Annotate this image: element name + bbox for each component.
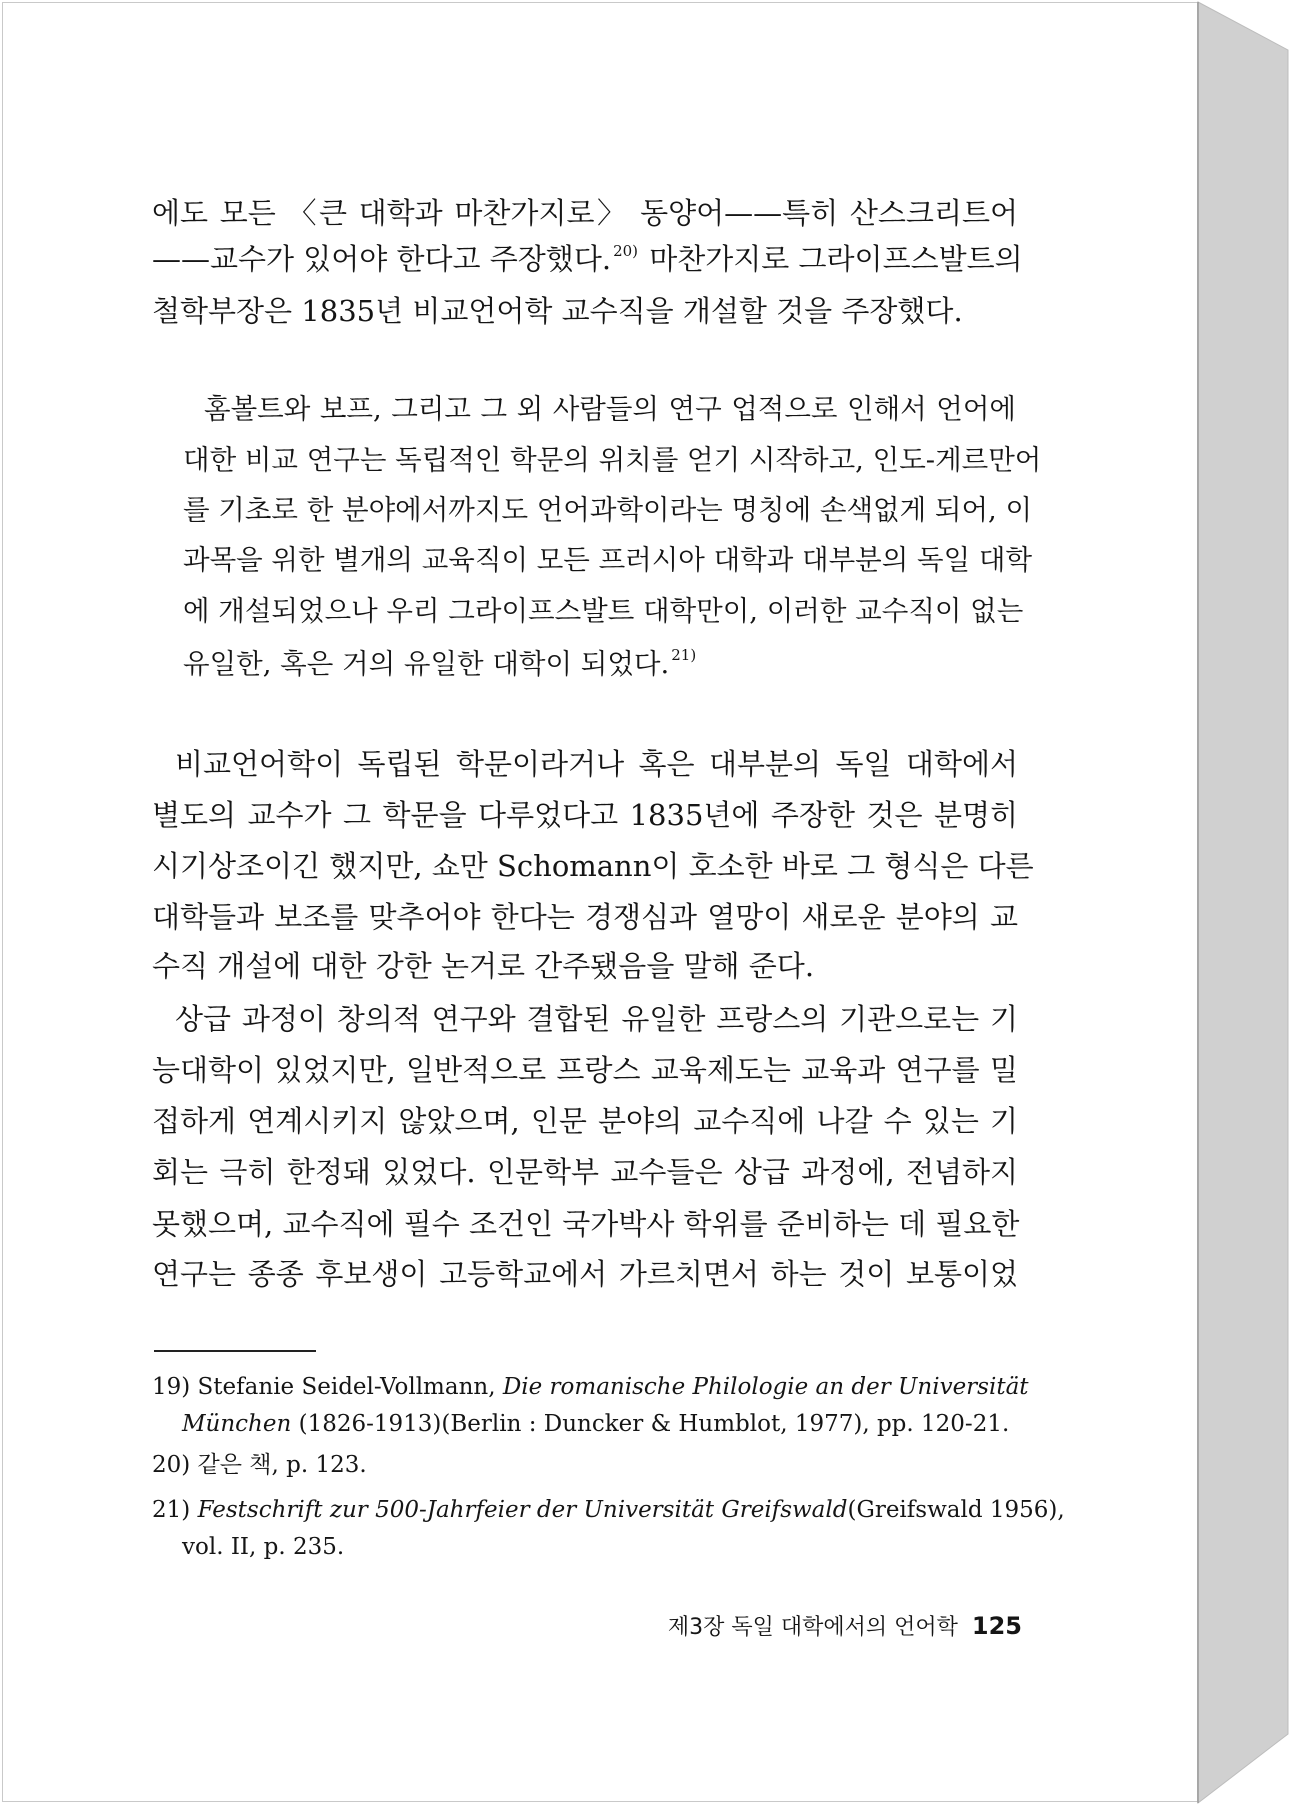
quote-line: 대한 비교 연구는 독립적인 학문의 위치를 얻기 시작하고, 인도-게르만어 (183, 444, 1042, 476)
footnote-21-cont: vol. II, p. 235. (182, 1534, 345, 1560)
text-line: 대학들과 보조를 맞추어야 한다는 경쟁심과 열망이 새로운 분야의 교 (152, 900, 1018, 934)
text-line: 못했으며, 교수직에 필수 조건인 국가박사 학위를 준비하는 데 필요한 (152, 1207, 1020, 1241)
chapter-title: 제3장 독일 대학에서의 언어학 (667, 1615, 958, 1640)
quote-line: 홈볼트와 보프, 그리고 그 외 사람들의 연구 업적으로 인해서 언어에 (204, 393, 1016, 425)
text-line: ——교수가 있어야 한다고 주장했다. $^{20)}$ 마찬가지로 그라이프스발트의 (152, 242, 1023, 276)
text-line: 별도의 교수가 그 학문을 다루었다고 1835년에 주장한 것은 분명히 (152, 798, 1018, 832)
footnote-19: 19) Stefanie Seidel-Vollmann, Die romanische Philologie an der Universität (152, 1374, 1029, 1400)
quote-line: 유일한, 혹은 거의 유일한 대학이 되었다. $^{21)}$ (183, 646, 697, 680)
footnote-separator (154, 1350, 316, 1352)
running-footer (638, 1610, 1022, 1644)
footnote-21: 21) Festschrift zur 500-Jahrfeier der Universität Greifswald(Greifswald 1956), (152, 1497, 1065, 1523)
text-line: 수직 개설에 대한 강한 논거로 간주됐음을 말해 준다. (152, 949, 815, 983)
text-line: 에도 모든 〈큰 대학과 마찬가지로〉 동양어——특히 산스크리트어 (152, 196, 1018, 230)
footnote-20: 20) 같은 책, p. 123. (152, 1452, 367, 1478)
text-line: 회는 극히 한정돼 있었다. 인문학부 교수들은 상급 과정에, 전념하지 (152, 1155, 1018, 1189)
text-line: 비교언어학이 독립된 학문이라거나 혹은 대부분의 독일 대학에서 (175, 747, 1018, 781)
footnote-ref[interactable]: 21) (671, 646, 697, 664)
text-line: 철학부장은 1835년 비교언어학 교수직을 개설할 것을 주장했다. (152, 294, 963, 328)
text-line: 시기상조이긴 했지만, 쇼만 Schomann이 호소한 바로 그 형식은 다른 (152, 849, 1034, 883)
quote-line: 에 개설되었으나 우리 그라이프스발트 대학만이, 이러한 교수직이 없는 (183, 595, 1024, 627)
text-line: 능대학이 있었지만, 일반적으로 프랑스 교육제도는 교육과 연구를 밀 (152, 1053, 1018, 1087)
text-line: 연구는 종종 후보생이 고등학교에서 가르치면서 하는 것이 보통이었 (152, 1257, 1018, 1291)
text-line: 상급 과정이 창의적 연구와 결합된 유일한 프랑스의 기관으로는 기 (175, 1002, 1018, 1036)
footnote-19-cont: München (1826-1913)(Berlin : Duncker & Humblot, 1977), pp. 120-21. (182, 1411, 1010, 1437)
footnote-ref[interactable]: 20) (613, 242, 639, 260)
quote-line: 과목을 위한 별개의 교육직이 모든 프러시아 대학과 대부분의 독일 대학 (183, 544, 1033, 576)
quote-line: 를 기초로 한 분야에서까지도 언어과학이라는 명칭에 손색없게 되어, 이 (183, 494, 1033, 526)
page-number: 125 (971, 1612, 1022, 1640)
text-line: 접하게 연계시키지 않았으며, 인문 분야의 교수직에 나갈 수 있는 기 (152, 1104, 1018, 1138)
